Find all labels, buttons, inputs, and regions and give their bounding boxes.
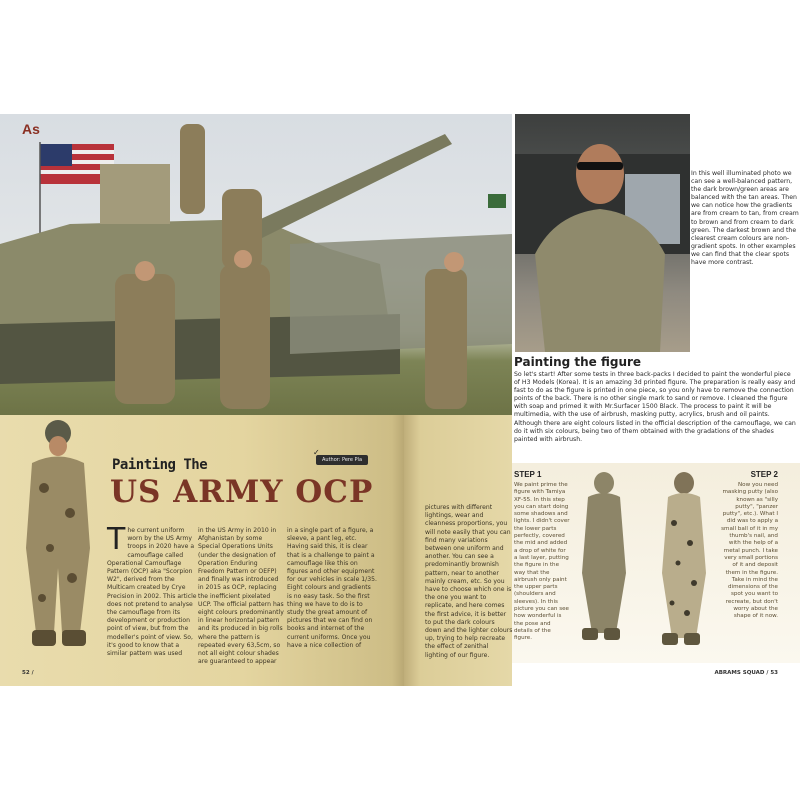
step-2-text: Now you need masking putty (also known as "silly putty", "panzer putty", etc.). What I did was to apply a small ball of it in my thumb's nail, and with the help of a metal punch. I take very small portions of it and deposit them in the figure. Take in mind the dimensions of the spot you want to recreate, but don't worry about the shape of it now.: [721, 482, 778, 620]
section-body: So let's start! After some tests in three back-packs I decided to paint the wonderful piece of H3 Models (Korea). It is an amazing 3d printed figure. The preparation is really easy and fast to do as the figure is printed in one piece, so you only have to remove the connection points of the back. There is no other single mark to sand or remove. I cleaned the figure with soap and primed it with Mr.Surfacer 1500 Black. The process to paint it will be multimedia, with the use of airbrush, masking putty, acrylics, brush and oil paints. Although there are eight colours listed in the official description of the camouflage, we can do it with six colours, being two of them obtained with the gradations of the shades painted with airbrush.: [514, 371, 796, 443]
title-line-1: Painting The: [112, 457, 208, 473]
portrait-caption: In this well illuminated photo we can see a well-balanced pattern, the dark brown/green areas are balanced with the tan areas. Then we can notice how the gradients are from cream to tan, from cream to brown and from cream to dark green. The darkest brown and the clearest cream colours are non-gradient spots. In other examples we can find that the clear spots have more contrast.: [691, 170, 799, 267]
m1-abrams-tank-image: [0, 114, 512, 415]
author-name: Author: Pere Pla: [322, 457, 363, 463]
title-line-2: US ARMY OCP: [110, 474, 374, 510]
article-column-1: [107, 522, 197, 658]
column-1-text: he current uniform worn by the US Army troops in 2020 have a camouflage called Operational Camouflage Pattern (OCP) aka "Scorpion W2", derived from the Multicam created by Crye Precision in 2002. This article does not pretend to analyse the camouflage from its development or production point of view, but from the modeller's point of view. So, it's good to know that a similar pattern was used: [107, 527, 197, 658]
author-badge: [316, 455, 368, 465]
section-heading: Painting the figure: [514, 355, 642, 369]
page-number-left: 52 /: [22, 670, 34, 676]
article-column-4: pictures with different lightings, wear and cleanness proportions, you will note easily that you can find many variations between one uniform and another. You can see a predominantly brownish pattern, near to another mainly cream, etc. So you have to choose which one is the one you want to replicate, and here comes the first advice, it is better to put the dark colours down and the lighter colours up, trying to help recreate the effect of zenithal lighting of our figure.: [425, 504, 513, 659]
painted-soldier-figure-image: [10, 418, 105, 668]
soldier-image: [515, 114, 690, 352]
step-2-label: STEP 2: [750, 470, 778, 479]
publisher-logo: As: [22, 121, 40, 137]
drop-cap: T: [107, 522, 126, 557]
step-1-label: STEP 1: [514, 470, 542, 479]
step-1-text: We paint prime the figure with Tamiya XF-55. In this step you can start doing some shadows and lights. I didn't cover the lower parts perfectly, covered the mid and added a drop of white for a last layer, putting the figure in the way that the airbrush only paint the upper parts (shoulders and sleeves). In this picture you can see how wonderful is the pose and details of the figure.: [514, 482, 570, 642]
article-column-3: in a single part of a figure, a sleeve, a pant leg, etc. Having said this, it is clear that is a challenge to paint a camouflage like this on figures and other equipment for our vehicles in scale 1/35. Eight colours and gradients is no easy task. So the first thing we have to do is to study the great amount of pictures that we can find on books and internet of the current uniforms. Once you have a nice collection of: [287, 527, 377, 649]
checkmark-icon: ✓: [313, 448, 320, 457]
tank-crew-photo: [0, 114, 512, 415]
soldier-portrait-photo: [515, 114, 690, 352]
page-number-right: ABRAMS SQUAD / 53: [714, 670, 778, 676]
article-column-2: in the US Army in 2010 in Afghanistan by some Special Operations Units (under the designation of Operation Enduring Freedom Pattern or OEFP) and finally was introduced in 2015 as OCP, replacing the inefficient pixelated UCP. The official pattern has eight colours predominantly in linear horizontal pattern and its produced in big rolls where the pattern is repeated every 63,5cm, so not all eight colour shades are guaranteed to appear: [198, 527, 284, 666]
figure-illustration: [10, 418, 105, 668]
